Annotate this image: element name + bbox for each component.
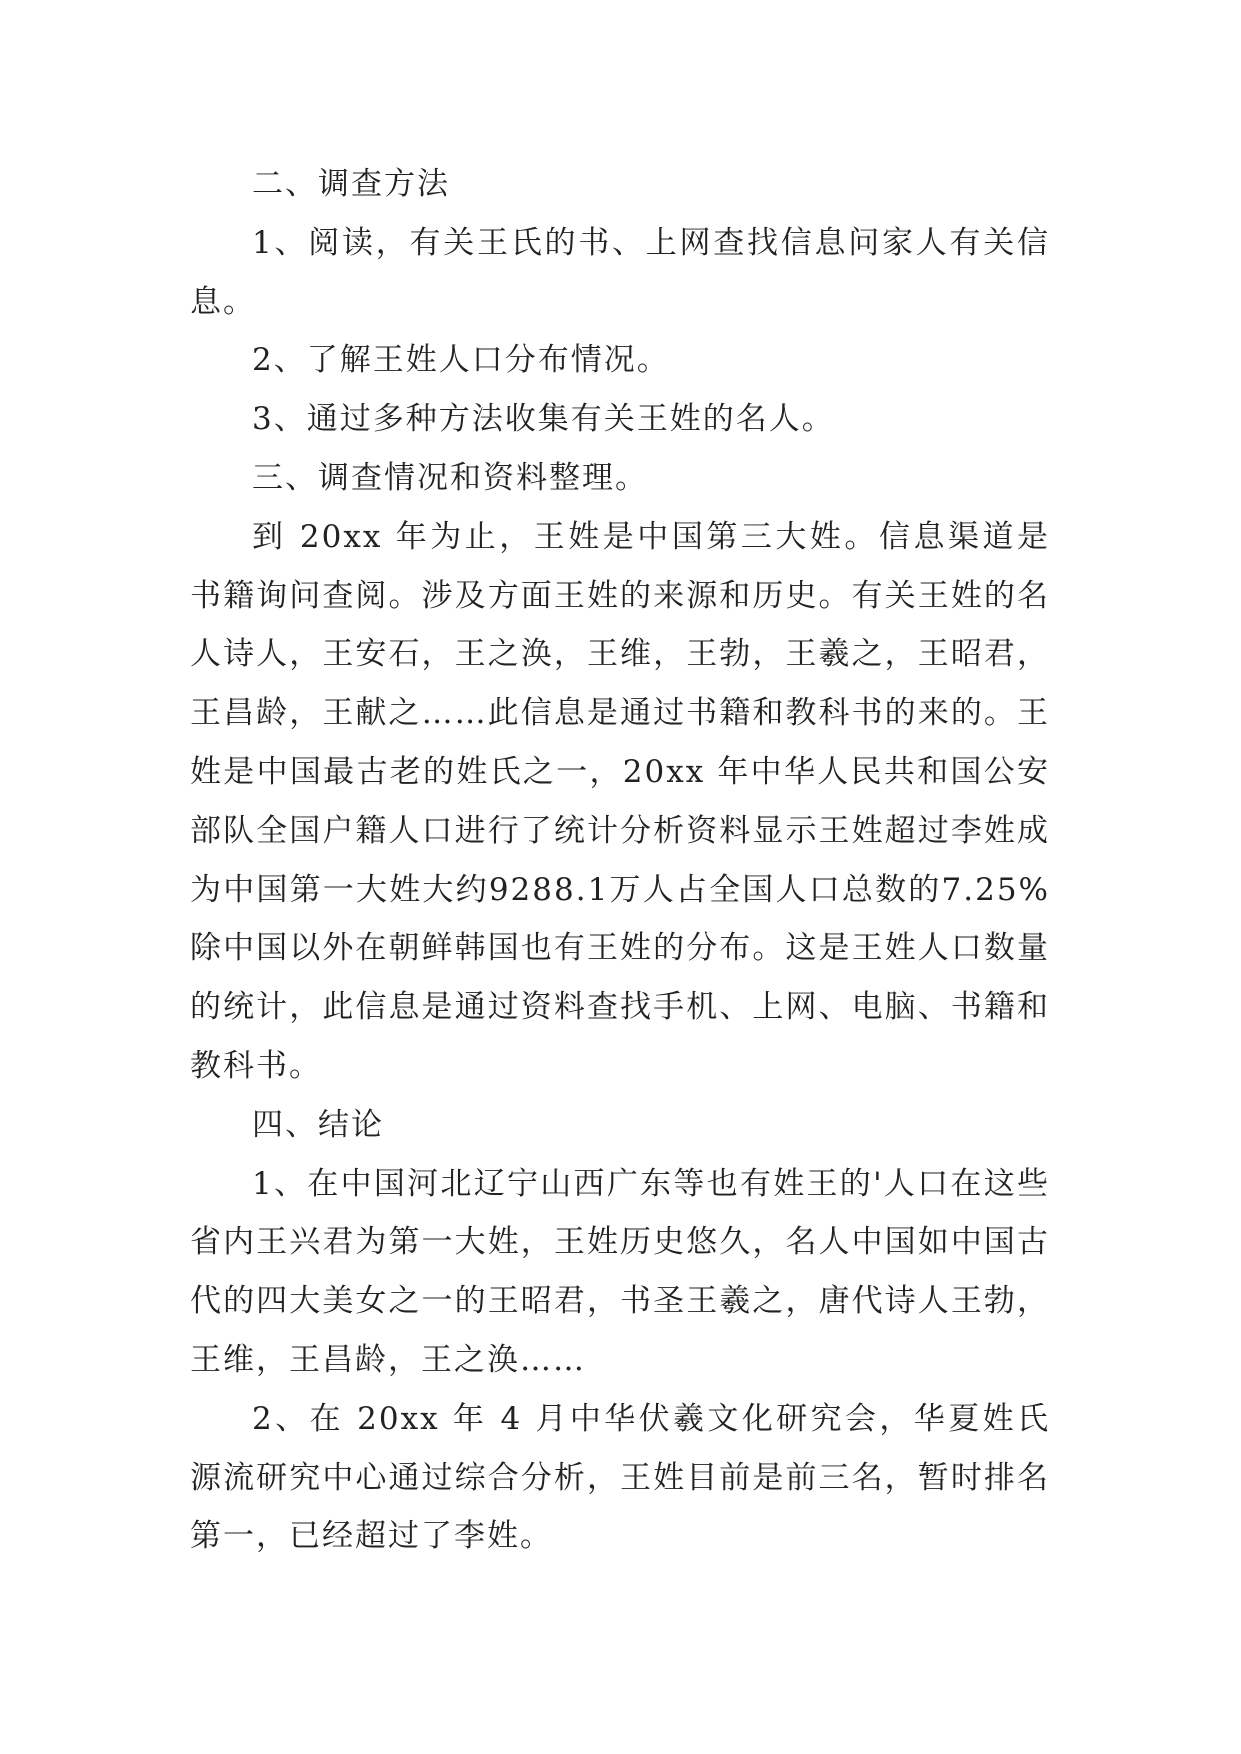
section-heading-methods: 二、调查方法 [252, 166, 450, 202]
findings-paragraph: 到 20xx 年为止，王姓是中国第三大姓。信息渠道是书籍询问查阅。涉及方面王姓的来源和历史。有关王姓的名人诗人，王安石，王之涣，王维，王勃，王羲之，王昭君，王昌龄，王献之……此信息是通过书籍和教科书的来的。王姓是中国最古老的姓氏之一，20xx 年中华人民共和国公安部队全国户籍人口进行了统计分析资料显示王姓超过李姓成为中国第一大姓大约9288.1万人占全国人口总数的7.25%除中国以外在朝鲜韩国也有王姓的分布。这是王姓人口数量的统计，此信息是通过资料查找手机、上网、电脑、书籍和教科书。 [190, 518, 1050, 1084]
document-page [190, 155, 1050, 1566]
method-item-2: 2、了解王姓人口分布情况。 [252, 342, 670, 379]
conclusion-item-2: 2、在 20xx 年 4 月中华伏羲文化研究会，华夏姓氏源流研究中心通过综合分析，王姓目前是前三名，暂时排名第一，已经超过了李姓。 [190, 1400, 1050, 1555]
conclusion-item-1: 1、在中国河北辽宁山西广东等也有姓王的'人口在这些省内王兴君为第一大姓，王姓历史悠久，名人中国如中国古代的四大美女之一的王昭君，书圣王羲之，唐代诗人王勃，王维，王昌龄，王之涣…… [190, 1165, 1050, 1378]
section-heading-conclusion: 四、结论 [252, 1106, 384, 1143]
method-item-1: 1、阅读，有关王氏的书、上网查找信息问家人有关信息。 [190, 224, 1050, 320]
method-item-3: 3、通过多种方法收集有关王姓的名人。 [252, 401, 835, 438]
section-heading-findings: 三、调查情况和资料整理。 [252, 459, 648, 496]
